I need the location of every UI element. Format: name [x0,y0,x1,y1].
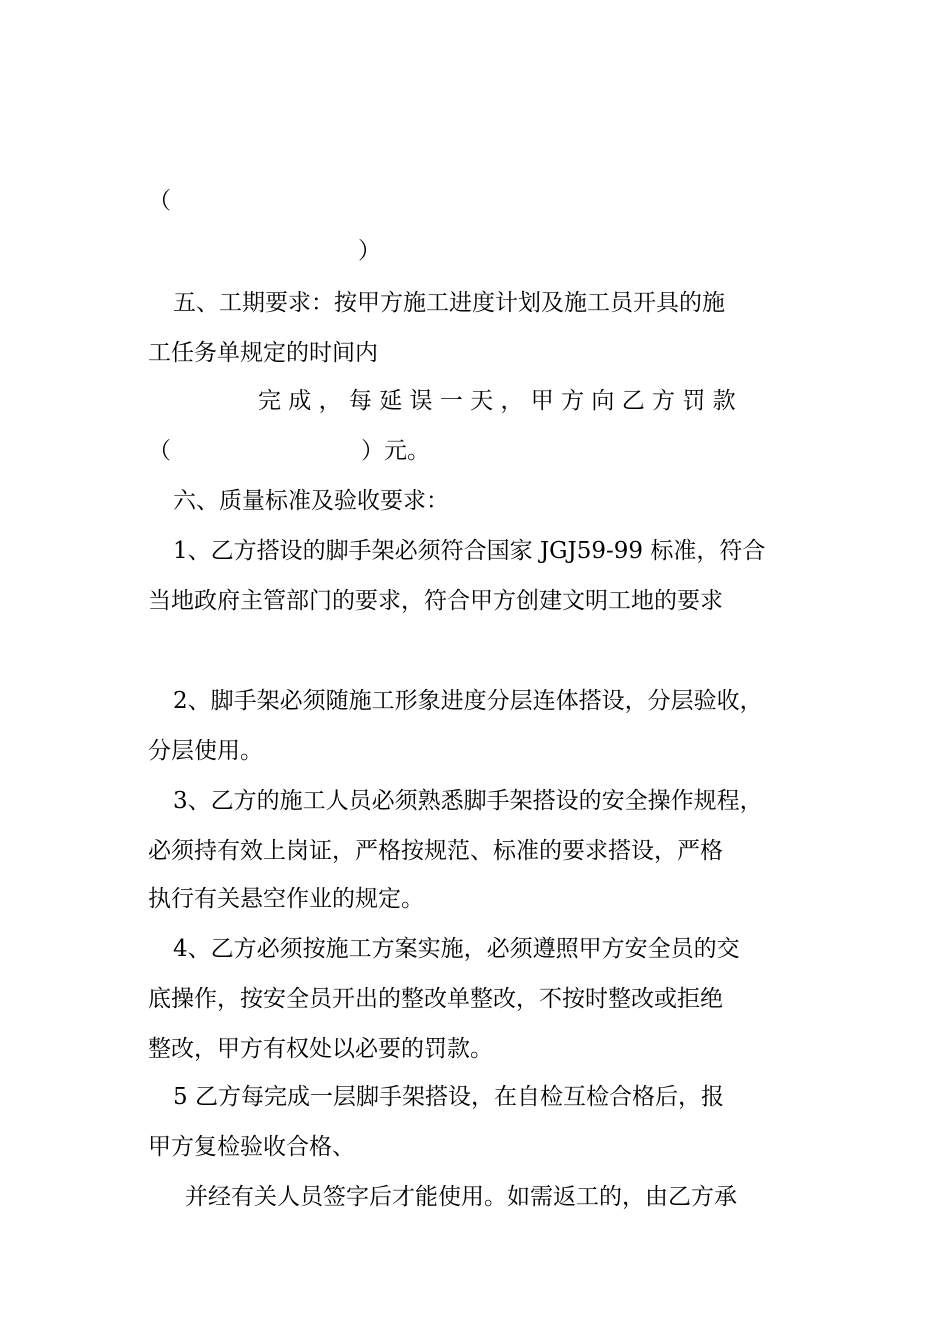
section-5-line-3: 完 成 ， 每 延 误 一 天 ， 甲 方 向 乙 方 罚 款 [258,388,736,414]
item-3-line-1: 3、乙方的施工人员必须熟悉脚手架搭设的安全操作规程， [173,788,763,814]
item-3-line-2: 必须持有效上岗证，严格按规范、标准的要求搭设，严格 [148,838,723,864]
item-3-line-3: 执行有关悬空作业的规定。 [148,886,424,912]
item-4-line-3: 整改，甲方有权处以必要的罚款。 [148,1036,493,1062]
item-5-line-2: 甲方复检验收合格、 [148,1134,355,1160]
penalty-close-paren: ）元。 [361,438,430,464]
close-paren-line: ） [358,238,381,264]
open-paren-line: （ [148,188,171,214]
item-1-line-1: 1、乙方搭设的脚手架必须符合国家 JGJ59-99 标准，符合 [173,538,766,564]
section-6-title: 六、质量标准及验收要求： [173,488,449,514]
item-4-line-1: 4、乙方必须按施工方案实施，必须遵照甲方安全员的交 [173,936,740,962]
section-5-line-4 [148,436,430,466]
item-5-line-1: 5 乙方每完成一层脚手架搭设，在自检互检合格后，报 [173,1084,724,1110]
item-1-line-2: 当地政府主管部门的要求，符合甲方创建文明工地的要求 [148,588,723,614]
section-5-line-1: 五、工期要求：按甲方施工进度计划及施工员开具的施 [173,290,725,316]
item-5-line-3: 并经有关人员签字后才能使用。如需返工的，由乙方承 [185,1184,737,1210]
item-2-line-2: 分层使用。 [148,738,263,764]
penalty-open-paren: （ [148,438,171,464]
item-2-line-1: 2、脚手架必须随施工形象进度分层连体搭设，分层验收， [173,688,763,714]
section-5-line-2: 工任务单规定的时间内 [148,340,378,366]
item-4-line-2: 底操作，按安全员开出的整改单整改，不按时整改或拒绝 [148,986,723,1012]
